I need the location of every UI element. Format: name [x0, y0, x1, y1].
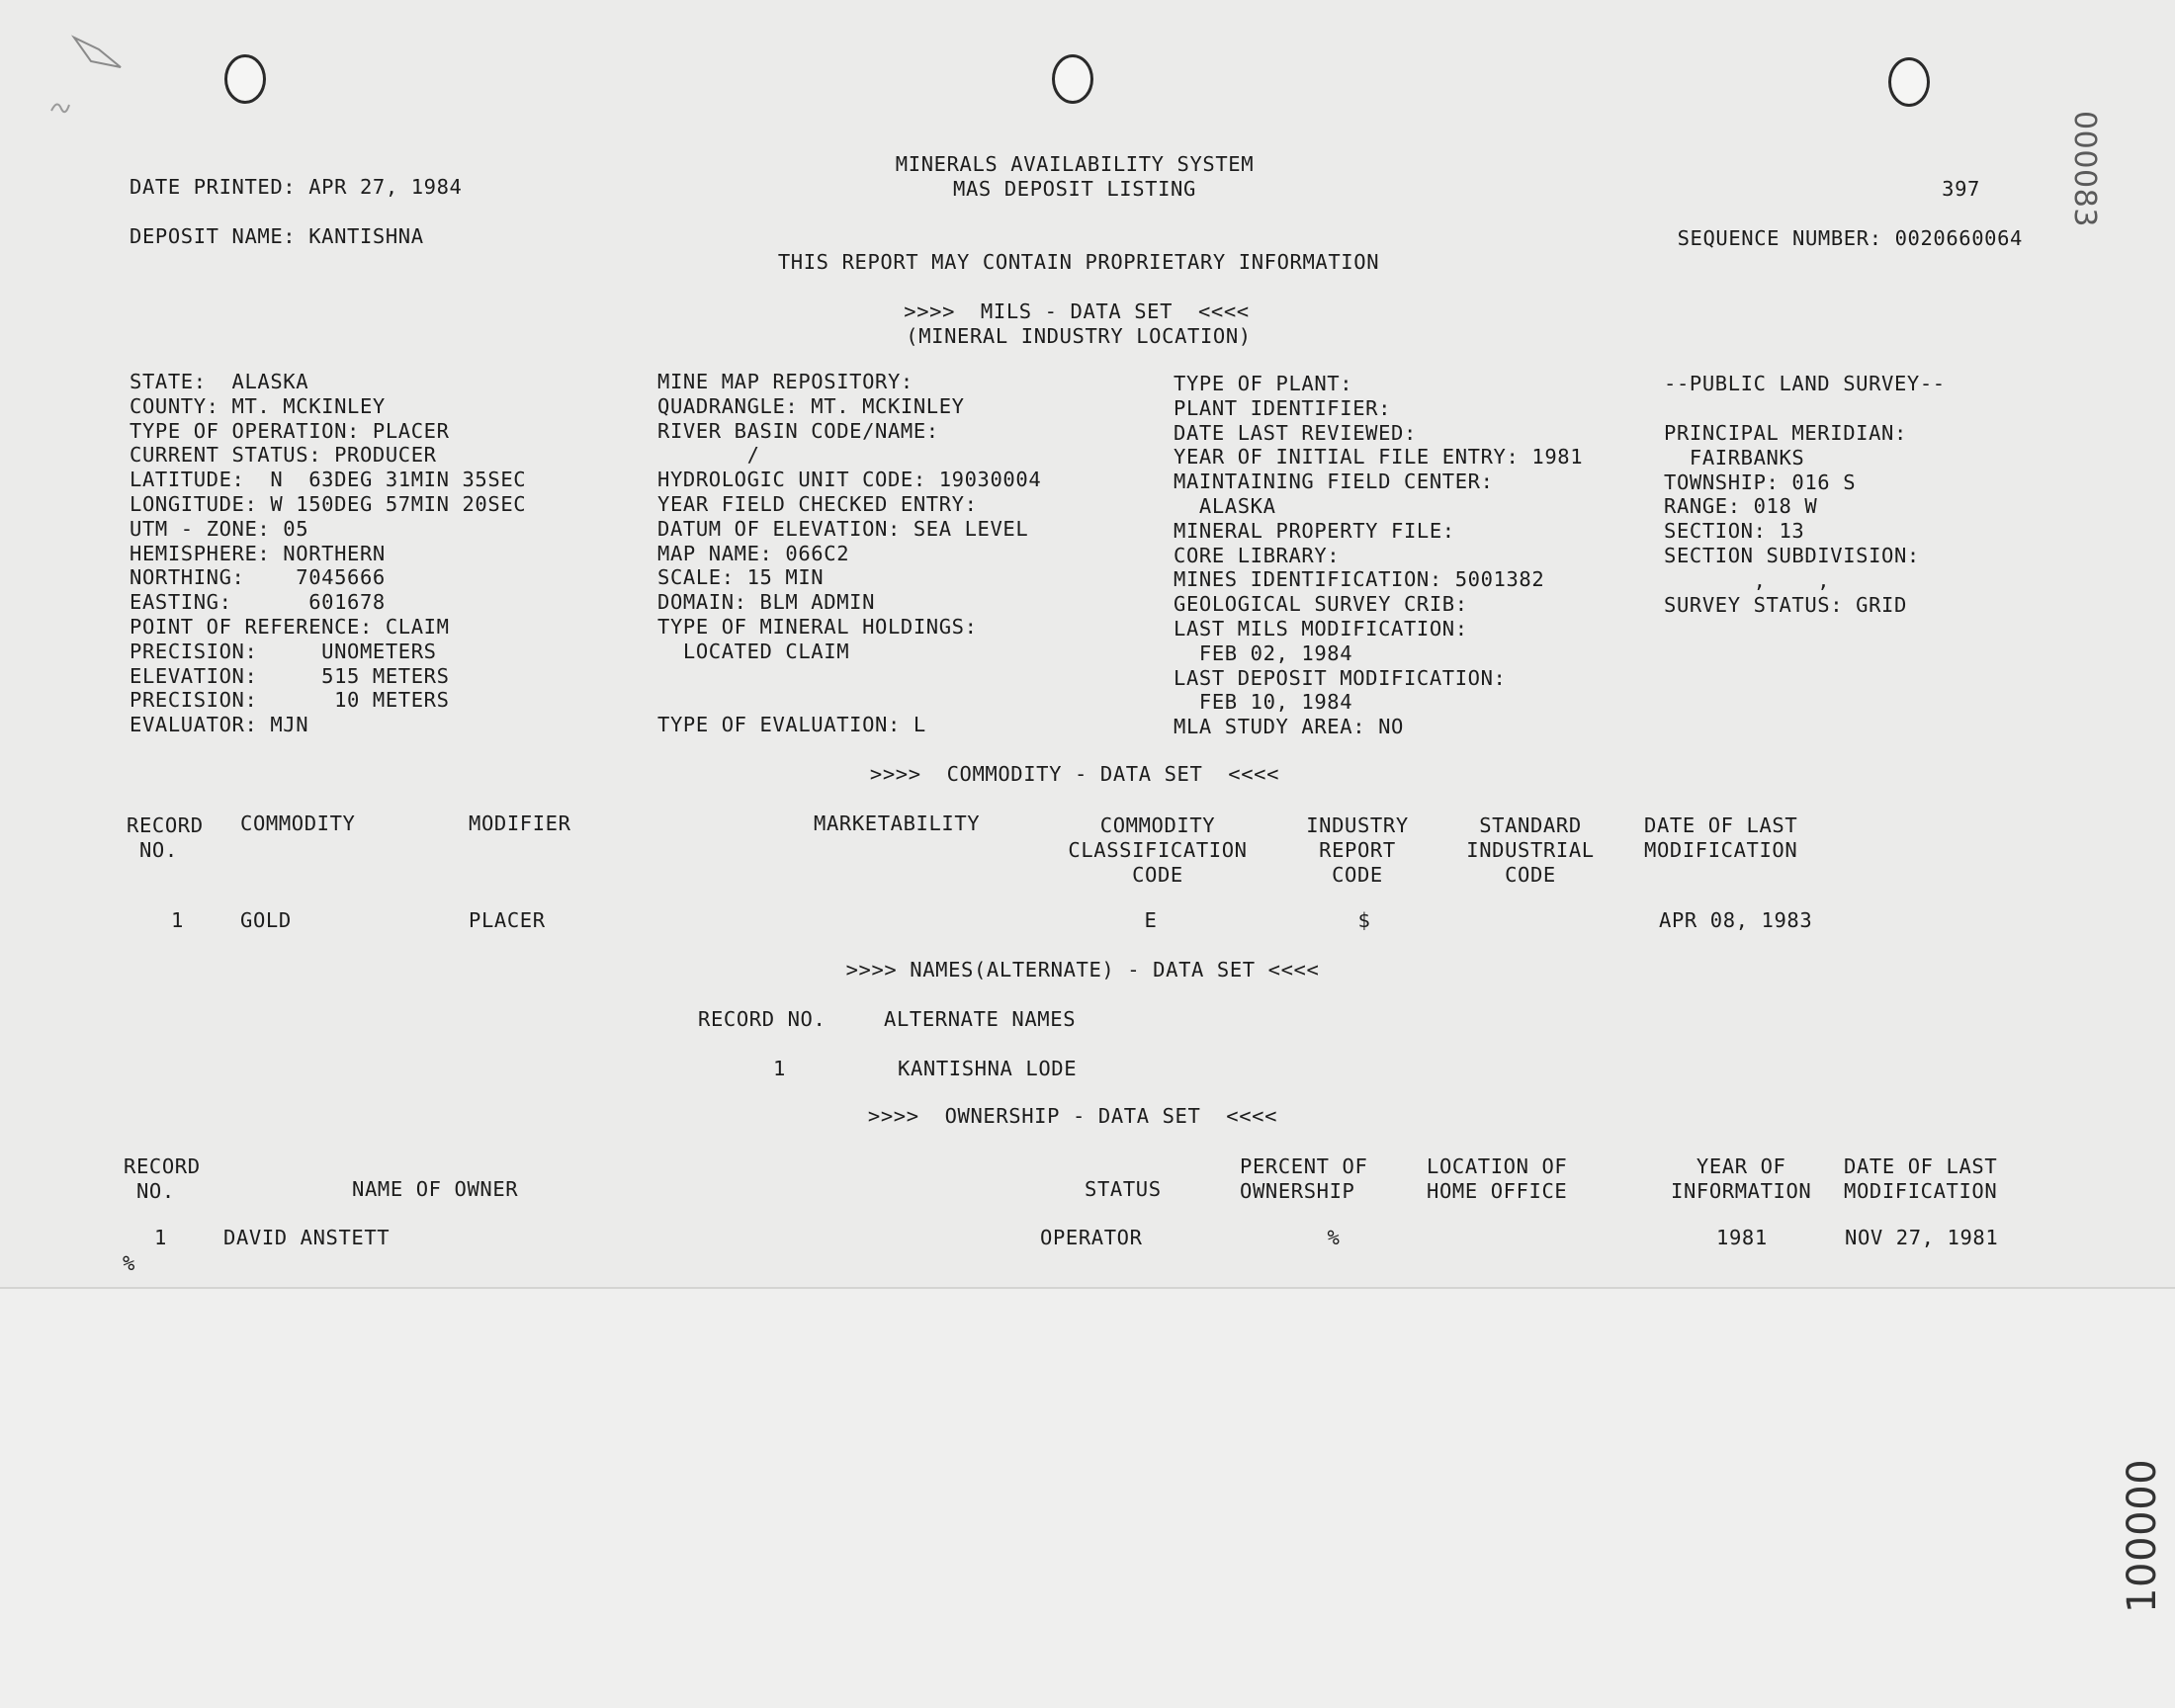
ownership-row-percent: %	[1327, 1226, 1341, 1249]
commodity-row-date: APR 08, 1983	[1659, 908, 1813, 932]
mils-field: MLA STUDY AREA: NO	[1174, 715, 1404, 739]
names-row-name: KANTISHNA LODE	[898, 1057, 1078, 1080]
mils-field: TYPE OF OPERATION: PLACER	[130, 418, 450, 443]
mils-field: PRECISION: 10 METERS	[130, 688, 450, 713]
commodity-header-commodity: COMMODITY	[240, 811, 356, 835]
page-number: 397	[1942, 177, 1980, 201]
mils-field: LAST MILS MODIFICATION:	[1174, 617, 1468, 640]
land-survey-field: SECTION: 13	[1664, 519, 1805, 544]
commodity-header-record: RECORD NO.	[127, 813, 204, 862]
mils-field: EVALUATOR: MJN	[130, 713, 309, 737]
binder-hole-left	[224, 54, 266, 104]
mils-field: MINE MAP REPOSITORY:	[657, 370, 914, 393]
mils-field: STATE: ALASKA	[130, 370, 309, 393]
land-survey-field: , ,	[1664, 567, 1831, 592]
deposit-name: DEPOSIT NAME: KANTISHNA	[130, 224, 424, 248]
mils-field: UTM - ZONE: 05	[130, 516, 309, 541]
mils-field: ELEVATION: 515 METERS	[130, 663, 450, 688]
land-survey-field: FAIRBANKS	[1664, 445, 1805, 470]
ownership-row-year: 1981	[1716, 1226, 1768, 1249]
names-heading: >>>> NAMES(ALTERNATE) - DATA SET <<<<	[845, 958, 1320, 982]
mils-field: CORE LIBRARY:	[1174, 543, 1341, 567]
ownership-heading: >>>> OWNERSHIP - DATA SET <<<<	[867, 1104, 1278, 1128]
mils-field: MINES IDENTIFICATION: 5001382	[1174, 567, 1545, 592]
binder-hole-center	[1052, 54, 1093, 104]
mils-field: LONGITUDE: W 150DEG 57MIN 20SEC	[130, 492, 527, 516]
land-survey-field: TOWNSHIP: 016 S	[1664, 470, 1857, 494]
commodity-row-record: 1	[171, 908, 184, 932]
mils-field: NORTHING: 7045666	[130, 565, 386, 590]
lower-page-area	[0, 1289, 2175, 1708]
mils-field: YEAR FIELD CHECKED ENTRY:	[657, 492, 978, 516]
listing-title: MAS DEPOSIT LISTING	[953, 177, 1196, 201]
ownership-end-mark: %	[123, 1251, 135, 1275]
handwritten-mark-icon	[40, 20, 129, 119]
margin-stamp-bottom: 100000	[2120, 1458, 2165, 1613]
ownership-row-owner: DAVID ANSTETT	[223, 1226, 391, 1249]
commodity-header-classification: COMMODITY CLASSIFICATION CODE	[1068, 813, 1248, 887]
mils-field: POINT OF REFERENCE: CLAIM	[130, 615, 450, 639]
commodity-heading: >>>> COMMODITY - DATA SET <<<<	[869, 762, 1280, 786]
mils-field: FEB 02, 1984	[1174, 640, 1353, 665]
mils-field: TYPE OF EVALUATION: L	[657, 713, 926, 737]
ownership-header-owner: NAME OF OWNER	[352, 1177, 519, 1201]
ownership-header-record: RECORD NO.	[124, 1154, 201, 1203]
mils-field: MINERAL PROPERTY FILE:	[1174, 518, 1455, 543]
commodity-row-commodity: GOLD	[240, 908, 292, 932]
margin-stamp-top: 000083	[2067, 111, 2102, 228]
ownership-row-status: OPERATOR	[1040, 1226, 1143, 1249]
commodity-row-modifier: PLACER	[469, 908, 546, 932]
ownership-header-status: STATUS	[1085, 1177, 1162, 1201]
mils-field: GEOLOGICAL SURVEY CRIB:	[1174, 592, 1468, 617]
mils-heading: >>>> MILS - DATA SET <<<<	[904, 299, 1250, 323]
commodity-header-date: DATE OF LAST MODIFICATION	[1644, 813, 1798, 862]
mils-field: COUNTY: MT. MCKINLEY	[130, 393, 386, 418]
ownership-header-date: DATE OF LAST MODIFICATION	[1844, 1154, 1998, 1203]
names-header-names: ALTERNATE NAMES	[884, 1007, 1077, 1031]
mils-field: LOCATED CLAIM	[657, 639, 850, 663]
mils-field: CURRENT STATUS: PRODUCER	[130, 443, 437, 468]
mils-field: FEB 10, 1984	[1174, 690, 1353, 715]
land-survey-field: RANGE: 018 W	[1664, 494, 1818, 519]
ownership-row-record: 1	[154, 1226, 167, 1249]
mils-field: /	[657, 443, 760, 468]
mils-field: HEMISPHERE: NORTHERN	[130, 541, 386, 565]
mils-field: DATE LAST REVIEWED:	[1174, 420, 1417, 445]
commodity-header-sic: STANDARD INDUSTRIAL CODE	[1466, 813, 1595, 887]
commodity-row-industry: $	[1357, 908, 1371, 932]
land-survey-field: SECTION SUBDIVISION:	[1664, 544, 1920, 567]
mils-field: TYPE OF MINERAL HOLDINGS:	[657, 615, 978, 639]
land-survey-field: --PUBLIC LAND SURVEY--	[1664, 372, 1946, 395]
commodity-header-industry: INDUSTRY REPORT CODE	[1306, 813, 1409, 887]
mils-field: PRECISION: UNOMETERS	[130, 639, 437, 663]
land-survey-field: PRINCIPAL MERIDIAN:	[1664, 421, 1907, 445]
commodity-row-classification: E	[1144, 908, 1158, 932]
mils-field: DATUM OF ELEVATION: SEA LEVEL	[657, 516, 1029, 541]
mils-field: LAST DEPOSIT MODIFICATION:	[1174, 665, 1507, 690]
mils-field: MAP NAME: 066C2	[657, 541, 850, 565]
date-printed: DATE PRINTED: APR 27, 1984	[130, 175, 463, 199]
mils-field: EASTING: 601678	[130, 590, 386, 615]
sequence-number: SEQUENCE NUMBER: 0020660064	[1677, 226, 2023, 250]
mils-field: HYDROLOGIC UNIT CODE: 19030004	[657, 468, 1042, 492]
binder-hole-right	[1888, 57, 1930, 107]
ownership-header-location: LOCATION OF HOME OFFICE	[1427, 1154, 1568, 1203]
system-title: MINERALS AVAILABILITY SYSTEM	[895, 152, 1255, 176]
mils-field: LATITUDE: N 63DEG 31MIN 35SEC	[130, 468, 527, 492]
proprietary-notice: THIS REPORT MAY CONTAIN PROPRIETARY INFORMATION	[777, 250, 1380, 274]
mils-subheading: (MINERAL INDUSTRY LOCATION)	[906, 324, 1252, 348]
names-row-record: 1	[773, 1057, 786, 1080]
commodity-header-modifier: MODIFIER	[469, 811, 571, 835]
mils-field: QUADRANGLE: MT. MCKINLEY	[657, 393, 965, 418]
mils-field: MAINTAINING FIELD CENTER:	[1174, 470, 1494, 494]
mils-field: YEAR OF INITIAL FILE ENTRY: 1981	[1174, 445, 1584, 470]
commodity-header-marketability: MARKETABILITY	[814, 811, 981, 835]
fold-line	[0, 1287, 2175, 1289]
mils-field: PLANT IDENTIFIER:	[1174, 395, 1392, 420]
names-header-record: RECORD NO.	[698, 1007, 826, 1031]
mils-field: ALASKA	[1174, 494, 1276, 518]
ownership-header-year: YEAR OF INFORMATION	[1671, 1154, 1812, 1203]
mils-field: SCALE: 15 MIN	[657, 565, 825, 590]
land-survey-field: SURVEY STATUS: GRID	[1664, 592, 1907, 617]
ownership-header-percent: PERCENT OF OWNERSHIP	[1240, 1154, 1368, 1203]
ownership-row-date: NOV 27, 1981	[1845, 1226, 1999, 1249]
mils-field: RIVER BASIN CODE/NAME:	[657, 418, 939, 443]
mils-field: TYPE OF PLANT:	[1174, 372, 1353, 395]
mils-field: DOMAIN: BLM ADMIN	[657, 590, 876, 615]
